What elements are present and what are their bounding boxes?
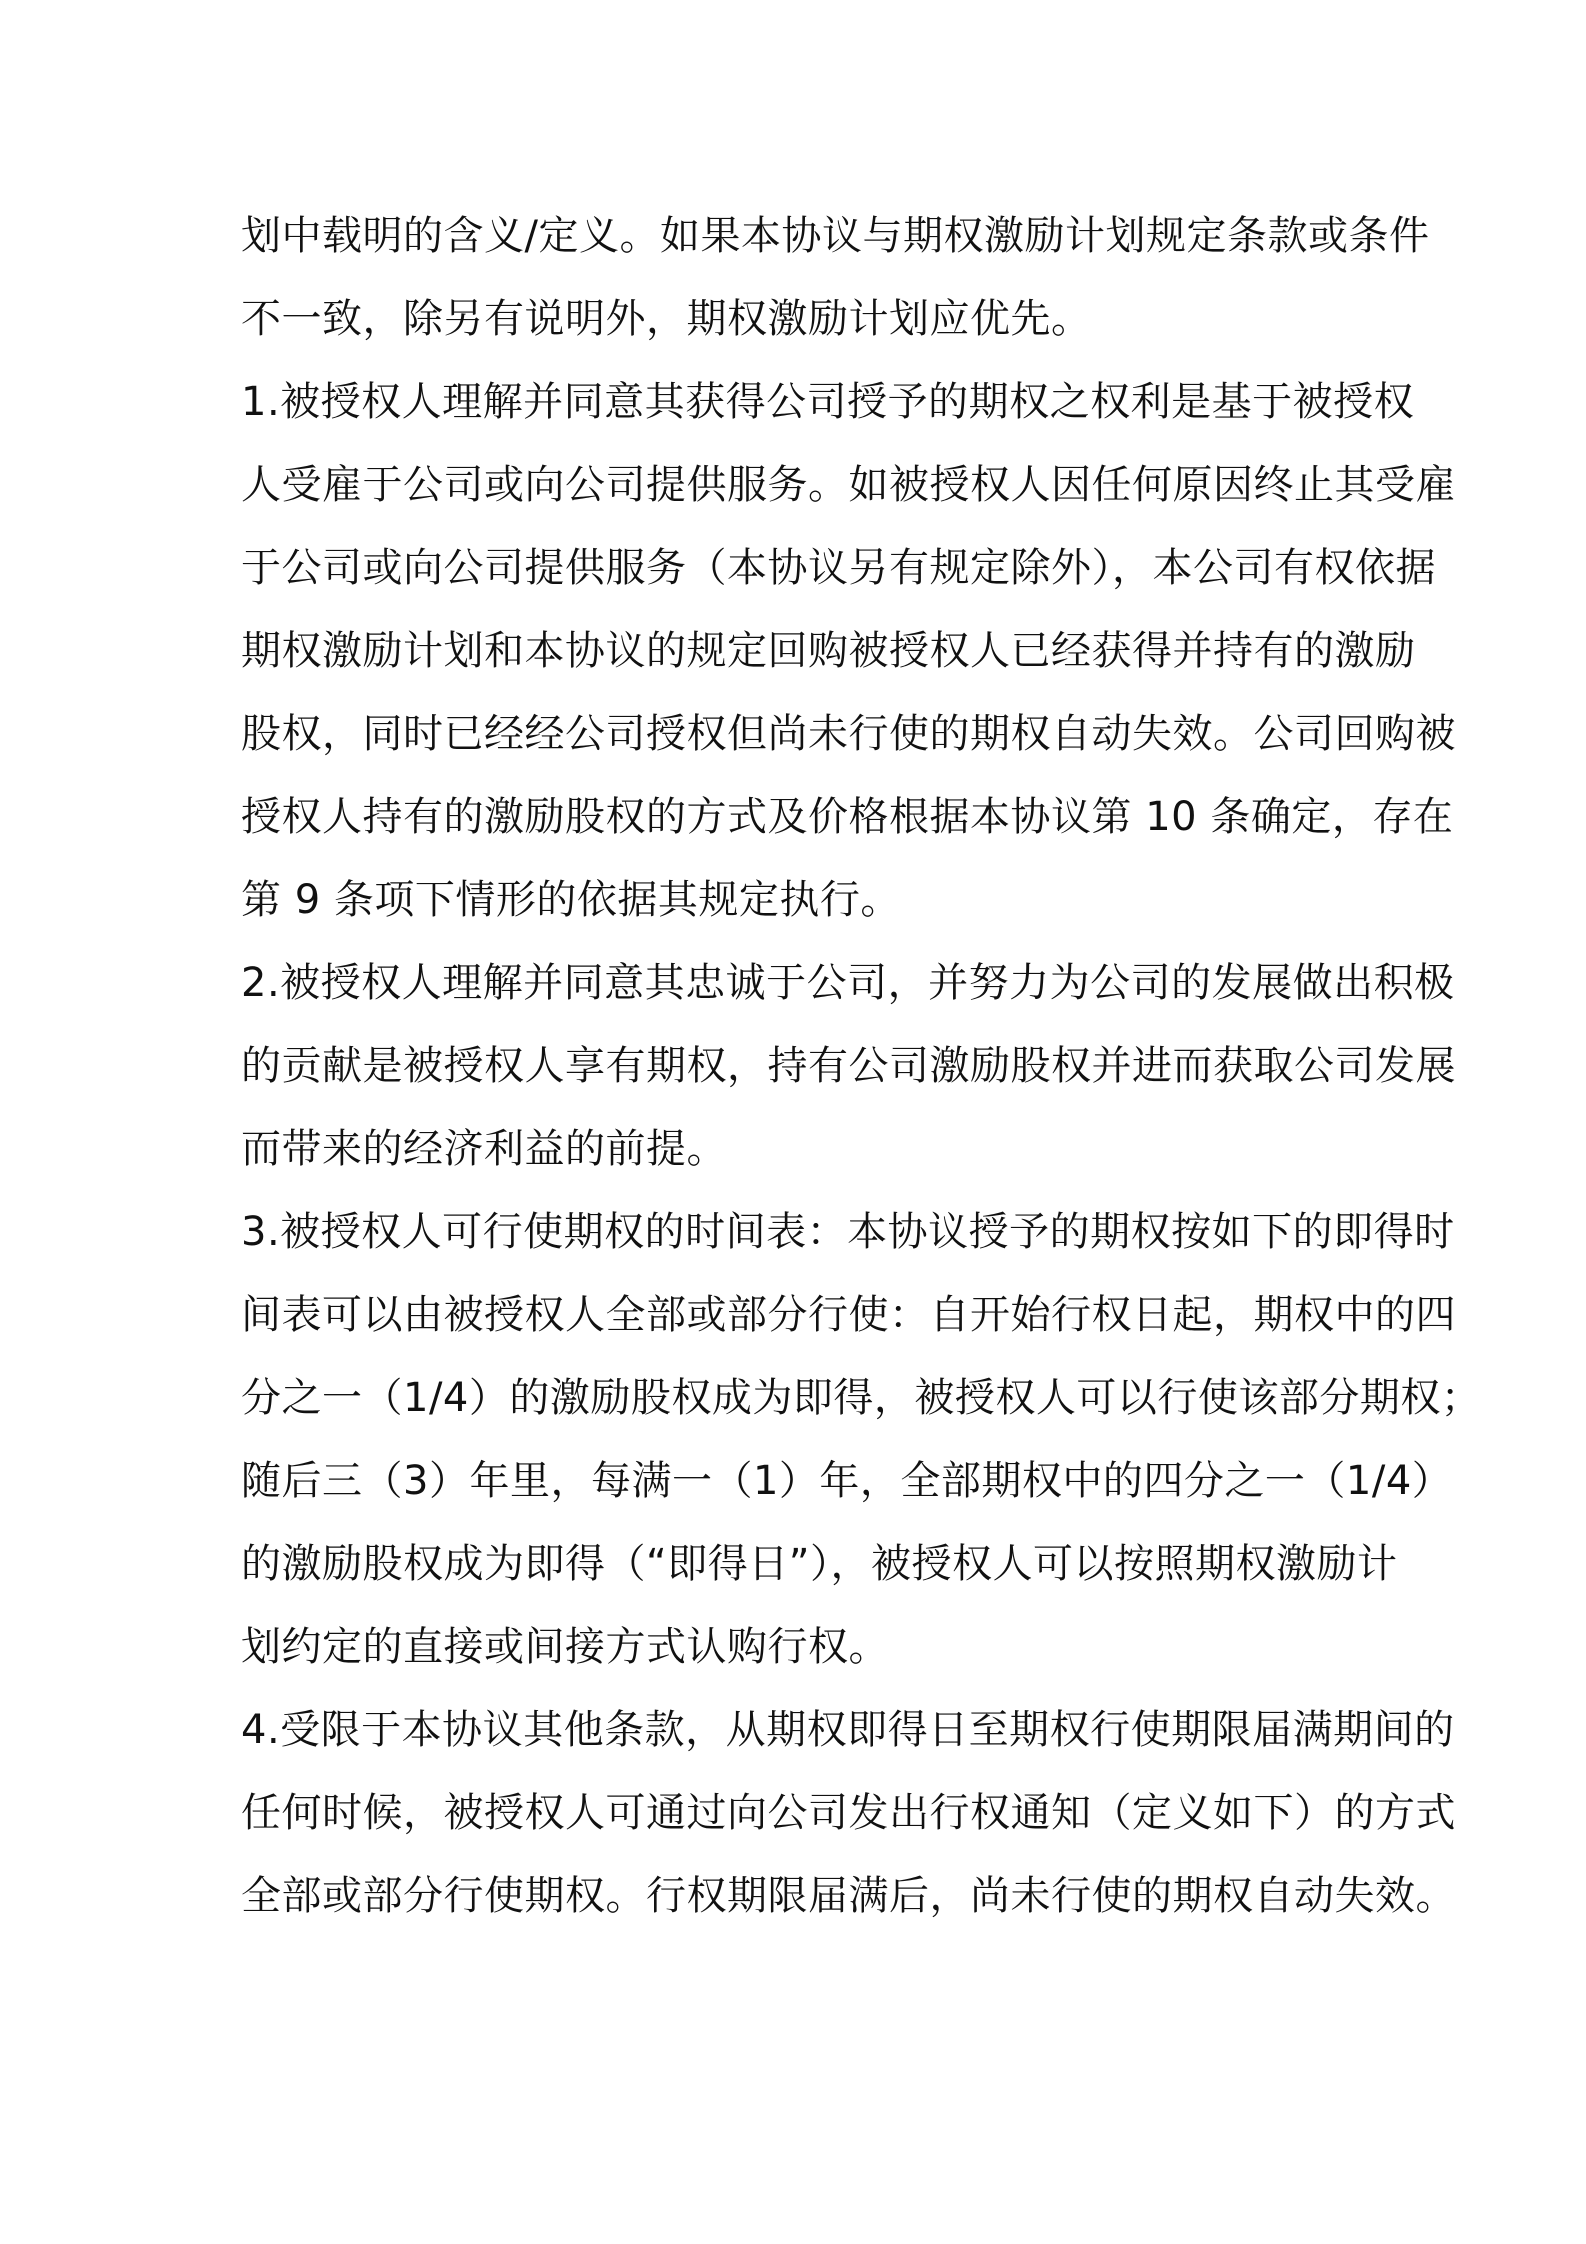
- text-line: 划中载明的含义/定义。如果本协议与期权激励计划规定条款或条件: [241, 213, 1430, 259]
- text-line: 分之一（1/4）的激励股权成为即得，被授权人可以行使该部分期权；: [241, 1375, 1482, 1421]
- text-line: 股权，同时已经经公司授权但尚未行使的期权自动失效。公司回购被: [241, 711, 1456, 757]
- document-body: [241, 195, 1482, 1938]
- text-line: 的激励股权成为即得（“即得日”），被授权人可以按照期权激励计: [241, 1541, 1398, 1587]
- text-line: 4.受限于本协议其他条款，从期权即得日至期权行使期限届满期间的: [241, 1707, 1455, 1753]
- text-line: 2.被授权人理解并同意其忠诚于公司，并努力为公司的发展做出积极: [241, 960, 1455, 1006]
- text-line: 3.被授权人可行使期权的时间表：本协议授予的期权按如下的即得时: [241, 1209, 1455, 1255]
- text-line: 于公司或向公司提供服务（本协议另有规定除外），本公司有权依据: [241, 545, 1436, 591]
- text-line: 授权人持有的激励股权的方式及价格根据本协议第 10 条确定，存在: [241, 794, 1454, 840]
- text-line: 第 9 条项下情形的依据其规定执行。: [241, 877, 901, 923]
- text-line: 间表可以由被授权人全部或部分行使：自开始行权日起，期权中的四: [241, 1292, 1456, 1338]
- text-line: 的贡献是被授权人享有期权，持有公司激励股权并进而获取公司发展: [241, 1043, 1456, 1089]
- text-line: 划约定的直接或间接方式认购行权。: [241, 1624, 889, 1670]
- text-line: 任何时候，被授权人可通过向公司发出行权通知（定义如下）的方式: [241, 1790, 1456, 1836]
- text-line: 期权激励计划和本协议的规定回购被授权人已经获得并持有的激励: [241, 628, 1416, 674]
- text-line: 1.被授权人理解并同意其获得公司授予的期权之权利是基于被授权: [241, 379, 1415, 425]
- text-line: 人受雇于公司或向公司提供服务。如被授权人因任何原因终止其受雇: [241, 462, 1456, 508]
- text-line: 随后三（3）年里，每满一（1）年，全部期权中的四分之一（1/4）: [241, 1458, 1453, 1504]
- text-line: 不一致，除另有说明外，期权激励计划应优先。: [241, 296, 1092, 342]
- text-line: 而带来的经济利益的前提。: [241, 1126, 727, 1172]
- text-line: 全部或部分行使期权。行权期限届满后，尚未行使的期权自动失效。: [241, 1873, 1456, 1919]
